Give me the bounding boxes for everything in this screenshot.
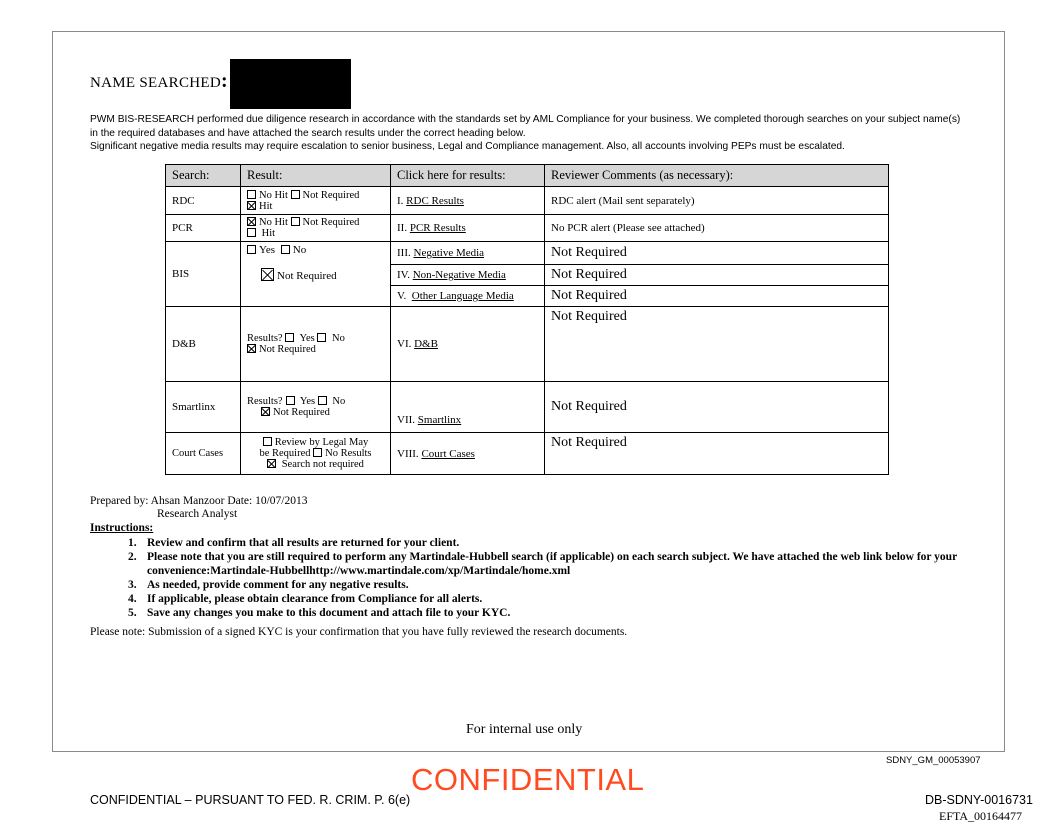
table-row-pcr [166,215,889,242]
result-bis: Yes No Not Required [241,242,391,307]
search-pcr: PCR [166,215,241,242]
checkbox-yes[interactable] [286,396,295,405]
link-cell-rdc: I. RDC Results [391,187,545,215]
other-language-media-link[interactable]: Other Language Media [411,290,514,302]
checkbox-hit[interactable] [247,201,256,210]
header-search: Search: [166,165,241,187]
checkbox-no[interactable] [281,245,290,254]
internal-use-notice: For internal use only [466,722,583,737]
comment-smartlinx: Not Required [545,382,889,433]
submission-note: Please note: Submission of a signed KYC is your confirmation that you have fully reviewed the research documents. [90,626,628,638]
prepared-by: Prepared by: Ahsan Manzoor Date: 10/07/2013 [90,495,308,507]
bates-number-db: DB-SDNY-0016731 [925,793,1033,807]
checkbox-review-legal[interactable] [263,437,272,446]
list-item: 3. As needed, provide comment for any negative results. [128,579,409,591]
intro-paragraph [90,113,970,154]
name-searched-label: NAME SEARCHED: [90,70,228,92]
checkbox-not-required[interactable] [247,344,256,353]
list-item: 1. Review and confirm that all results are returned for your client. [128,537,460,549]
link-cell-other-language-media: V. Other Language Media [391,286,545,307]
intro-line-1: PWM BIS-RESEARCH performed due diligence research in accordance with the standards set by AML Compliance for your business. We completed thorough searches on your subject name(s) in the required databases and have attached the search results under the correct heading below. [90,114,961,139]
list-item: 4. If applicable, please obtain clearance from Compliance for all alerts. [128,593,483,605]
result-court-cases: Review by Legal May be Required No Results Search not required [241,433,391,475]
checkbox-yes[interactable] [285,333,294,342]
checkbox-no-hit[interactable] [247,217,256,226]
confidential-notice: CONFIDENTIAL – PURSUANT TO FED. R. CRIM. P. 6(e) [90,793,411,807]
checkbox-yes[interactable] [247,245,256,254]
result-rdc: No Hit Not Required Hit [241,187,391,215]
bates-number-sdny: SDNY_GM_00053907 [886,755,981,766]
analyst-title: Research Analyst [157,508,238,520]
checkbox-no[interactable] [318,396,327,405]
result-pcr: No Hit Not Required Hit [241,215,391,242]
checkbox-search-not-required[interactable] [267,459,276,468]
court-cases-link[interactable]: Court Cases [421,447,475,460]
instructions-list [128,536,977,620]
search-court-cases: Court Cases [166,433,241,475]
header-comments: Reviewer Comments (as necessary): [545,165,889,187]
intro-line-2: Significant negative media results may require escalation to senior business, Legal and Compliance management. Also, all accounts involving PEPs must be escalated. [90,141,845,152]
table-header-row [166,165,889,187]
redaction-box [230,59,351,109]
checkbox-no[interactable] [317,333,326,342]
checkbox-hit[interactable] [247,228,256,237]
search-bis: BIS [166,242,241,307]
comment-non-negative-media: Not Required [545,265,889,286]
table-row-rdc [166,187,889,215]
pcr-results-link[interactable]: PCR Results [409,222,466,234]
comment-other-language-media: Not Required [545,286,889,307]
checkbox-not-required[interactable] [261,407,270,416]
header-result: Result: [241,165,391,187]
table-row-smartlinx [166,382,889,433]
rdc-results-link[interactable]: RDC Results [406,194,464,207]
smartlinx-link[interactable]: Smartlinx [417,414,462,426]
db-link[interactable]: D&B [414,338,438,350]
table-row-db [166,307,889,382]
comment-court-cases: Not Required [545,433,889,475]
checkbox-no-results[interactable] [313,448,322,457]
link-cell-db: VI. D&B [391,307,545,382]
link-cell-pcr: II. PCR Results [391,215,545,242]
result-db: Results? Yes No Not Required [241,307,391,382]
search-db: D&B [166,307,241,382]
result-smartlinx: Results? Yes No Not Required [241,382,391,433]
checkbox-not-required[interactable] [261,268,274,281]
link-cell-non-negative-media: IV. Non-Negative Media [391,265,545,286]
confidential-stamp: CONFIDENTIAL [411,762,645,797]
checkbox-not-required[interactable] [291,190,300,199]
instructions-heading: Instructions: [90,522,154,534]
comment-negative-media: Not Required [545,242,889,265]
checkbox-no-hit[interactable] [247,190,256,199]
checkbox-not-required[interactable] [291,217,300,226]
comment-rdc: RDC alert (Mail sent separately) [545,187,889,215]
list-item: 5. Save any changes you make to this document and attach file to your KYC. [128,607,511,619]
negative-media-link[interactable]: Negative Media [413,247,485,259]
non-negative-media-link[interactable]: Non-Negative Media [412,269,506,281]
link-cell-court-cases: VIII. Court Cases [391,433,545,475]
comment-db: Not Required [545,307,889,382]
comment-pcr: No PCR alert (Please see attached) [545,215,889,242]
table-row-bis [166,242,889,265]
link-cell-smartlinx: VII. Smartlinx [391,382,545,433]
search-results-table [165,164,889,475]
bates-number-efta: EFTA_00164477 [939,809,1023,823]
table-row-court-cases [166,433,889,475]
search-rdc: RDC [166,187,241,215]
list-item: 2. Please note that you are still required to perform any Martindale-Hubbell search (if applicable) on each search subject. We have attached the web link below for your convenience:Martindale-Hubbellhttp://www.martindale.com/xp/Martindale/home.xml [128,551,957,577]
search-smartlinx: Smartlinx [166,382,241,433]
link-cell-negative-media: III. Negative Media [391,242,545,265]
header-click: Click here for results: [391,165,545,187]
